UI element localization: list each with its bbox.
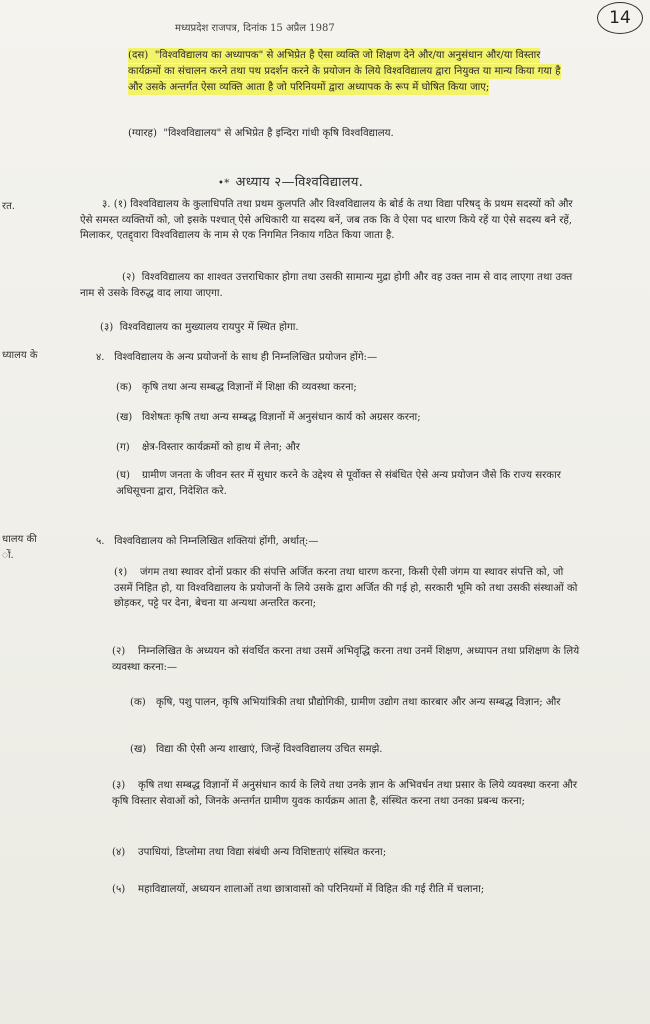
power-item-1: (१) जंगम तथा स्थावर दोनों प्रकार की संपत्ति अर्जित करना तथा धारण करना, किसी ऐसी जंगम या स्थावर संपत्ति को, जो उसमें निहित हो, या विश्वविद्यालय के प्रयोजनों के लिये उसके द्वारा अर्जित की गई हो, सरकारी भूमि को तथा उसकी संस्थाओं को छोड़कर, पट्टे पर देना, बेचना या अन्यथा अन्तरित करना;: [114, 567, 578, 609]
list-item: (क) कृषि तथा अन्य सम्बद्ध विज्ञानों में शिक्षा की व्यवस्था करना;: [116, 382, 357, 393]
list-item: (ख) विशेषतः कृषि तथा अन्य सम्बद्ध विज्ञानों में अनुसंधान कार्य को अग्रसर करना;: [116, 412, 421, 423]
margin-note: ध्यालय के: [2, 350, 38, 361]
para-text: "विश्वविद्यालय" से अभिप्रेत है इन्दिरा गांधी कृषि विश्वविद्यालय.: [163, 128, 394, 139]
chapter-heading: •* अध्याय २—विश्वविद्यालय.: [218, 175, 364, 190]
list-item: (ग) क्षेत्र-विस्तार कार्यक्रमों को हाथ में लेना; और: [116, 442, 300, 453]
section-number: ४.: [96, 352, 105, 363]
asterisk-icon: •*: [218, 178, 230, 189]
section-5-intro: [96, 534, 576, 550]
power-item-4: (४) उपाधियां, डिप्लोमा तथा विद्या संबंधी अन्य विशिष्टताएं संस्थित करना;: [112, 847, 387, 858]
section-number: (३): [100, 322, 114, 333]
power-item-5: (५) महाविद्यालयों, अध्ययन शालाओं तथा छात्रावासों को परिनियमों में विहित की गई रीति में चलाना;: [112, 884, 485, 895]
definition-teacher: [128, 48, 576, 96]
para-text: "विश्वविद्यालय का अध्यापक" से अभिप्रेत है ऐसा व्यक्ति जो शिक्षण देने और/या अनुसंधान और/या विस्तार कार्यक्रमों का संचालन करने तथा पथ प्रदर्शन करने के प्रयोजन के लिये विश्वविद्यालय द्वारा नियुक्त या मान्य किया गया है और उसके अन्तर्गत ऐसा व्यक्ति आता है जो परिनियमों द्वारा अध्यापक के रूप में घोषित किया जाए;: [128, 50, 561, 93]
section-3-2: [80, 270, 580, 301]
section-text: विश्वविद्यालय का मुख्यालय रायपुर में स्थित होगा.: [119, 322, 299, 333]
section-number: (२): [122, 272, 136, 283]
section-text: विश्वविद्यालय के कुलाधिपति तथा प्रथम कुलपति और विश्वविद्यालय के बोर्ड के तथा विद्या परिषद् के प्रथम सदस्यों को और ऐसे समस्त व्यक्तियों को, जो इसके पश्चात् ऐसे अधिकारी या सदस्य बनें, जब तक कि वे ऐसा पद धारण किये रहें या ऐसे सदस्य बने रहें, मिलाकर, एतद्द्वारा विश्वविद्यालय के नाम से एक निगमित निकाय गठित किया जाता है.: [80, 199, 573, 241]
list-item: (घ) ग्रामीण जनता के जीवन स्तर में सुधार करने के उद्देश्य से पूर्वोक्त से संबंधित ऐसे अन्य प्रयोजन जैसे कि राज्य सरकार अधिसूचना द्वारा, निदेशित करे.: [116, 470, 561, 497]
section-3-3: [100, 320, 580, 336]
section-4-intro: [96, 350, 576, 366]
power-item-2-ka: (क) कृषि, पशु पालन, कृषि अभियांत्रिकी तथा प्रौद्योगिकी, ग्रामीण उद्योग तथा कारबार और अन्य सम्बद्ध विज्ञान; और: [130, 697, 561, 708]
section-number: ३. (१): [102, 199, 128, 210]
section-number: ५.: [96, 536, 105, 547]
margin-note: ों.: [2, 550, 14, 561]
definition-university: [128, 126, 588, 142]
section-text: विश्वविद्यालय का शाश्वत उत्तराधिकार होगा तथा उसकी सामान्य मुद्रा होगी और वह उक्त नाम से वाद लाएगा तथा उक्त नाम से उसके विरुद्ध वाद लाया जाएगा.: [80, 272, 573, 299]
para-number: (दस): [128, 50, 149, 61]
power-item-2: (२) निम्नलिखित के अध्ययन को संवर्धित करना तथा उसमें अभिवृद्धि करना तथा उनमें शिक्षण, अध्यापन तथा प्रशिक्षण के लिये व्यवस्था करना:—: [112, 646, 580, 673]
page-number-circle: 14: [597, 2, 643, 34]
margin-note: धालय की: [2, 534, 37, 545]
para-number: (ग्यारह): [128, 128, 157, 139]
margin-note: रत.: [2, 201, 15, 212]
section-text: विश्वविद्यालय को निम्नलिखित शक्तियां होंगी, अर्थात्:—: [114, 536, 319, 547]
power-item-2-kha: (ख) विद्या की ऐसी अन्य शाखाएं, जिन्हें विश्वविद्यालय उचित समझे.: [130, 744, 383, 755]
section-text: विश्वविद्यालय के अन्य प्रयोजनों के साथ ही निम्नलिखित प्रयोजन होंगे:—: [114, 352, 378, 363]
power-item-3: (३) कृषि तथा सम्बद्ध विज्ञानों में अनुसंधान कार्य के लिये तथा उनके ज्ञान के अभिवर्धन तथा प्रसार के लिये व्यवस्था करना और कृषि विस्तार सेवाओं को, जिनके अन्तर्गत ग्रामीण युवक कार्यक्रम आता है, संस्थित करना तथा उनका प्रबन्ध करना;: [112, 780, 577, 807]
gazette-header: मध्यप्रदेश राजपत्र, दिनांक 15 अप्रैल 1987: [175, 23, 335, 34]
section-3-1: [80, 197, 580, 244]
